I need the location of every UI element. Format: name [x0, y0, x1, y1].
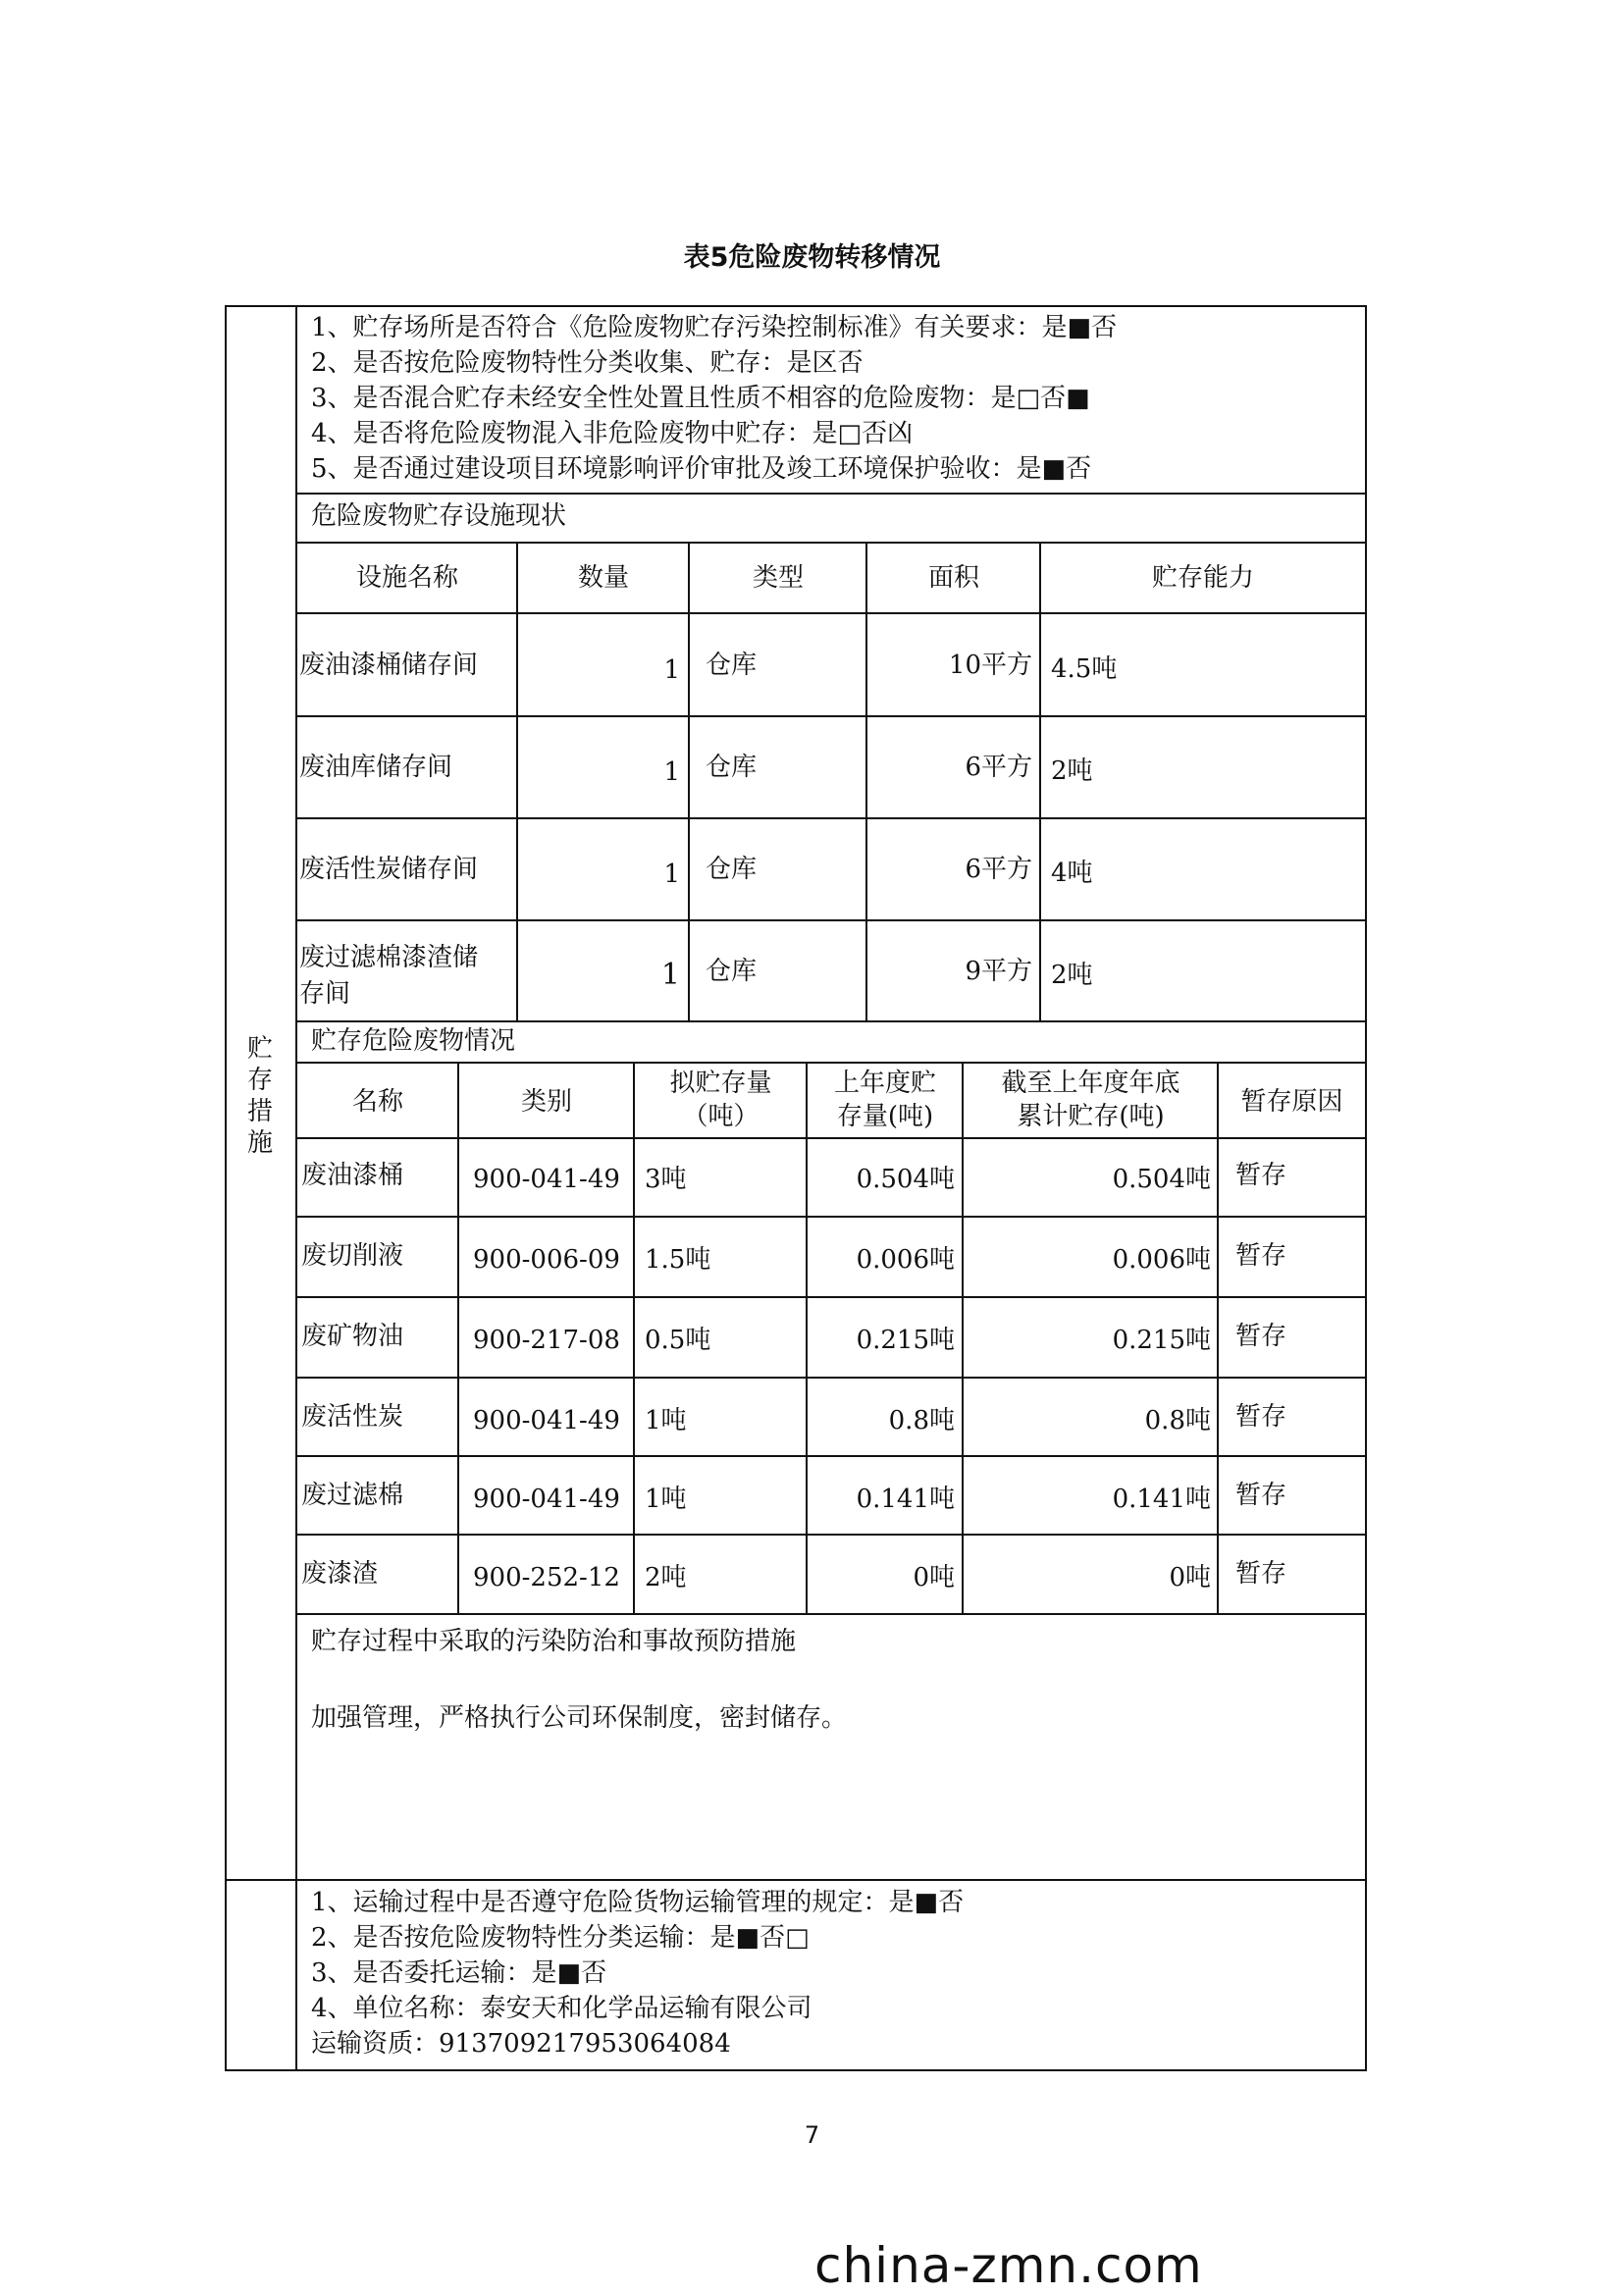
waste-cumulative: 0吨 [1169, 1563, 1211, 1592]
waste-name: 废油漆桶 [301, 1161, 404, 1190]
side-label-storage-measures: 贮存措施 [246, 1034, 273, 1158]
waste-name: 废活性炭 [301, 1402, 404, 1432]
waste-col-cumulative-l2: 累计贮存(吨) [1017, 1102, 1165, 1131]
measures-heading: 贮存过程中采取的污染防治和事故预防措施 [311, 1627, 797, 1656]
facility-qty: 1 [660, 958, 680, 992]
waste-planned: 0.5吨 [645, 1326, 711, 1355]
row-divider [295, 542, 1367, 544]
row-divider [295, 1296, 1367, 1298]
row-divider [295, 1377, 1367, 1379]
transport-qualification: 运输资质：913709217953064084 [311, 2029, 731, 2059]
waste-category: 900-041-49 [473, 1165, 620, 1194]
waste-category: 900-006-09 [473, 1245, 620, 1275]
checklist-item-3: 3、是否混合贮存未经安全性处置且性质不相容的危险废物：是□否■ [311, 384, 1090, 413]
row-divider [295, 612, 1367, 614]
row-divider [295, 493, 1367, 495]
col-divider [457, 1062, 459, 1615]
facility-name: 废油漆桶储存间 [299, 651, 479, 680]
row-divider [295, 1020, 1367, 1022]
facility-type: 仓库 [706, 957, 758, 986]
facility-type: 仓库 [706, 651, 758, 680]
checklist-item-1: 1、贮存场所是否符合《危险废物贮存污染控制标准》有关要求：是■否 [311, 313, 1118, 342]
waste-reason: 暂存 [1235, 1402, 1287, 1432]
waste-col-last-year-l2: 存量(吨) [836, 1102, 934, 1131]
facility-col-qty: 数量 [577, 563, 629, 593]
row-divider [295, 1216, 1367, 1218]
facility-name-line1: 废过滤棉漆渣储 [299, 943, 479, 972]
row-divider [295, 715, 1367, 717]
waste-cumulative: 0.006吨 [1112, 1245, 1211, 1275]
col-divider [962, 1062, 964, 1615]
page-number: 7 [804, 2121, 820, 2149]
row-divider [295, 1137, 1367, 1139]
wastes-heading: 贮存危险废物情况 [311, 1026, 516, 1056]
waste-name: 废切削液 [301, 1241, 404, 1271]
waste-cumulative: 0.504吨 [1112, 1165, 1211, 1194]
waste-category: 900-041-49 [473, 1485, 620, 1514]
waste-planned: 1吨 [645, 1406, 687, 1435]
waste-cumulative: 0.8吨 [1144, 1406, 1211, 1435]
facility-col-capacity: 贮存能力 [1151, 563, 1254, 593]
waste-col-planned-l1: 拟贮存量 [669, 1069, 772, 1098]
waste-planned: 1吨 [645, 1485, 687, 1514]
checklist-item-2: 2、是否按危险废物特性分类收集、贮存：是区否 [311, 348, 864, 378]
waste-planned: 2吨 [645, 1563, 687, 1592]
facilities-heading: 危险废物贮存设施现状 [311, 501, 567, 531]
waste-transfer-table [225, 305, 1367, 2071]
col-divider [806, 1062, 808, 1615]
col-divider [688, 542, 690, 1022]
facility-qty: 1 [663, 860, 680, 889]
measures-text: 加强管理，严格执行公司环保制度，密封储存。 [311, 1703, 848, 1733]
waste-name: 废矿物油 [301, 1322, 404, 1351]
facility-capacity: 2吨 [1051, 756, 1093, 786]
facility-qty: 1 [663, 757, 680, 787]
facility-capacity: 4吨 [1051, 859, 1093, 888]
facility-capacity: 4.5吨 [1051, 654, 1118, 684]
table-border-bottom [225, 2069, 1367, 2071]
facility-col-name: 设施名称 [355, 563, 458, 593]
table-border-right [1365, 305, 1367, 2071]
waste-cumulative: 0.141吨 [1112, 1485, 1211, 1514]
row-divider [295, 1455, 1367, 1457]
waste-col-planned-l2: （吨） [682, 1102, 760, 1131]
facility-name: 废活性炭储存间 [299, 855, 479, 884]
waste-col-category: 类别 [520, 1087, 572, 1117]
waste-reason: 暂存 [1235, 1559, 1287, 1589]
facility-col-area: 面积 [927, 563, 979, 593]
waste-col-last-year-l1: 上年度贮 [833, 1069, 936, 1098]
col-divider [633, 1062, 635, 1615]
col-divider [516, 542, 518, 1022]
waste-name: 废漆渣 [301, 1559, 379, 1589]
waste-last-year: 0吨 [913, 1563, 955, 1592]
waste-category: 900-252-12 [473, 1563, 620, 1592]
transport-item-4: 4、单位名称：泰安天和化学品运输有限公司 [311, 1994, 812, 2023]
waste-name: 废过滤棉 [301, 1481, 404, 1510]
row-divider [295, 817, 1367, 819]
waste-category: 900-041-49 [473, 1406, 620, 1435]
transport-item-3: 3、是否委托运输：是■否 [311, 1958, 607, 1988]
waste-planned: 3吨 [645, 1165, 687, 1194]
facility-area: 10平方 [948, 651, 1032, 680]
facility-col-type: 类型 [752, 563, 804, 593]
facility-area: 9平方 [965, 957, 1032, 986]
waste-reason: 暂存 [1235, 1241, 1287, 1271]
waste-last-year: 0.006吨 [856, 1245, 955, 1275]
waste-category: 900-217-08 [473, 1326, 620, 1355]
facility-type: 仓库 [706, 753, 758, 782]
waste-reason: 暂存 [1235, 1481, 1287, 1510]
waste-last-year: 0.8吨 [888, 1406, 955, 1435]
row-divider [295, 1062, 1367, 1064]
waste-last-year: 0.141吨 [856, 1485, 955, 1514]
waste-col-cumulative-l1: 截至上年度年底 [1001, 1069, 1180, 1098]
section-divider [225, 1879, 1367, 1881]
waste-last-year: 0.504吨 [856, 1165, 955, 1194]
facility-name: 废油库储存间 [299, 753, 453, 782]
waste-reason: 暂存 [1235, 1161, 1287, 1190]
col-divider [1217, 1062, 1219, 1615]
waste-col-name: 名称 [351, 1087, 403, 1117]
waste-cumulative: 0.215吨 [1112, 1326, 1211, 1355]
checklist-item-4: 4、是否将危险废物混入非危险废物中贮存：是□否凶 [311, 419, 914, 448]
col-divider [1039, 542, 1041, 1022]
facility-name-line2: 存间 [299, 979, 351, 1009]
facility-capacity: 2吨 [1051, 961, 1093, 990]
facility-qty: 1 [663, 655, 680, 685]
transport-item-2: 2、是否按危险废物特性分类运输：是■否□ [311, 1923, 810, 1953]
row-divider [295, 1613, 1367, 1615]
waste-reason: 暂存 [1235, 1322, 1287, 1351]
transport-item-1: 1、运输过程中是否遵守危险货物运输管理的规定：是■否 [311, 1888, 965, 1917]
checklist-item-5: 5、是否通过建设项目环境影响评价审批及竣工环境保护验收：是■否 [311, 454, 1092, 484]
page-title: 表5危险废物转移情况 [683, 242, 941, 273]
waste-col-reason: 暂存原因 [1240, 1087, 1343, 1117]
watermark-text: china-zmn.com [814, 2237, 1203, 2294]
row-divider [295, 919, 1367, 921]
table-border-top [225, 305, 1367, 307]
waste-last-year: 0.215吨 [856, 1326, 955, 1355]
facility-area: 6平方 [965, 753, 1032, 782]
row-divider [295, 1534, 1367, 1536]
facility-type: 仓库 [706, 855, 758, 884]
waste-planned: 1.5吨 [645, 1245, 711, 1275]
facility-area: 6平方 [965, 855, 1032, 884]
col-divider [865, 542, 867, 1022]
table-border-left [225, 305, 227, 2071]
